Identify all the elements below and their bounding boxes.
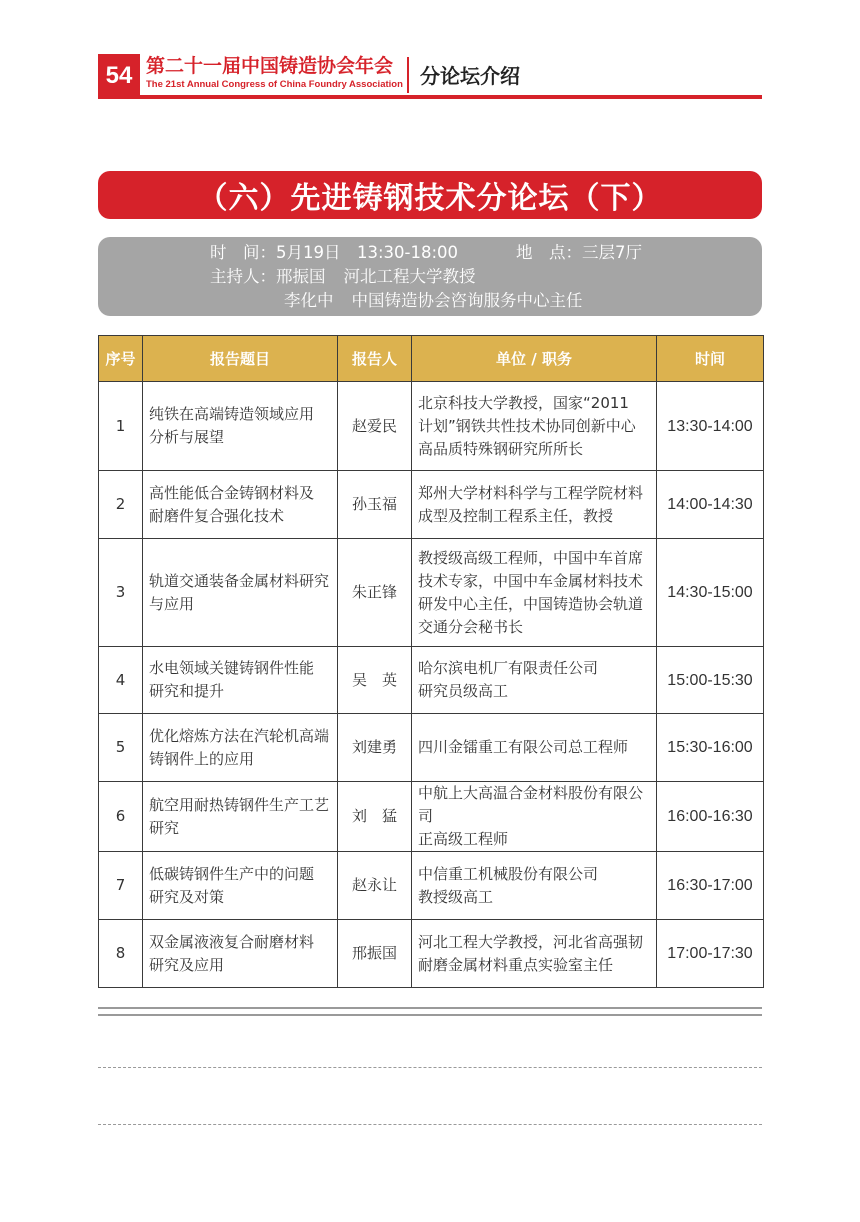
row-no: 7 [99, 852, 143, 920]
location-value: 三层7厅 [582, 243, 642, 262]
row-no: 4 [99, 647, 143, 714]
title-line: 低碳铸钢件生产中的问题 [149, 864, 315, 883]
time-value: 5月19日 13:30-18:00 [276, 243, 459, 262]
title-line: 铸钢件上的应用 [149, 749, 255, 768]
row-unit [412, 852, 657, 920]
row-speaker: 刘 猛 [338, 782, 412, 852]
unit-line: 中信重工机械股份有限公司 [418, 864, 599, 883]
title-line: 优化熔炼方法在汽轮机高端 [149, 726, 330, 745]
row-unit [412, 920, 657, 988]
unit-line: 交通分会秘书长 [418, 617, 524, 636]
bottom-rule [98, 1007, 762, 1009]
unit-line: 研究员级高工 [418, 682, 509, 700]
row-time: 14:00-14:30 [657, 471, 764, 539]
unit-line: 哈尔滨电机厂有限责任公司 [418, 659, 599, 677]
row-time: 16:00-16:30 [657, 782, 764, 852]
row-unit [412, 714, 657, 782]
congress-title-block [146, 54, 403, 92]
title-line: 与应用 [149, 594, 195, 613]
title-line: 研究和提升 [149, 682, 225, 700]
row-no: 2 [99, 471, 143, 539]
table-row [99, 714, 764, 782]
row-no: 6 [99, 782, 143, 852]
row-unit [412, 782, 657, 852]
location-row [516, 242, 642, 264]
host-label: 主持人： [210, 267, 276, 286]
page-number: 54 [98, 54, 140, 98]
header-unit: 单位 / 职务 [412, 336, 657, 382]
row-title [143, 714, 338, 782]
row-no: 1 [99, 382, 143, 471]
table-row [99, 471, 764, 539]
row-unit [412, 647, 657, 714]
row-speaker: 刘建勇 [338, 714, 412, 782]
host-role: 中国铸造协会咨询服务中心主任 [351, 291, 583, 310]
time-label: 时 间： [210, 243, 276, 262]
row-time: 14:30-15:00 [657, 539, 764, 647]
row-no: 3 [99, 539, 143, 647]
time-row [210, 242, 458, 264]
schedule-table [98, 335, 764, 988]
header-speaker: 报告人 [338, 336, 412, 382]
unit-line: 郑州大学材料科学与工程学院材料 [418, 483, 644, 502]
unit-line: 耐磨金属材料重点实验室主任 [418, 955, 614, 974]
section-title: 分论坛介绍 [420, 64, 520, 88]
row-time: 15:00-15:30 [657, 647, 764, 714]
row-speaker: 朱正锋 [338, 539, 412, 647]
unit-line: 研发中心主任，中国铸造协会轨道 [418, 594, 644, 613]
title-line: 纯铁在高端铸造领域应用 [149, 405, 315, 423]
header-rule [98, 95, 762, 99]
unit-line: 计划”钢铁共性技术协同创新中心 [418, 416, 636, 435]
forum-info-box [98, 237, 762, 316]
unit-line: 河北工程大学教授，河北省高强韧 [418, 932, 644, 951]
row-time: 13:30-14:00 [657, 382, 764, 471]
host-role: 河北工程大学教授 [343, 267, 476, 286]
row-speaker: 赵爱民 [338, 382, 412, 471]
title-line: 耐磨件复合强化技术 [149, 506, 285, 525]
header-time: 时间 [657, 336, 764, 382]
row-no: 8 [99, 920, 143, 988]
header-no: 序号 [99, 336, 143, 382]
row-time: 17:00-17:30 [657, 920, 764, 988]
title-line: 研究及应用 [149, 955, 225, 974]
unit-line: 中航上大高温合金材料股份有限公司 [418, 784, 644, 825]
forum-title: （六）先进铸钢技术分论坛（下） [197, 181, 663, 216]
table-header-row [99, 336, 764, 382]
host-row-2 [284, 290, 583, 312]
unit-line: 正高级工程师 [418, 830, 509, 848]
row-time: 16:30-17:00 [657, 852, 764, 920]
row-title [143, 920, 338, 988]
header-title: 报告题目 [143, 336, 338, 382]
title-line: 航空用耐热铸钢件生产工艺 [149, 795, 330, 814]
host-name: 李化中 [284, 291, 334, 310]
row-title [143, 782, 338, 852]
title-line: 轨道交通装备金属材料研究 [149, 571, 330, 590]
unit-line: 高品质特殊钢研究所所长 [418, 439, 584, 458]
unit-line: 北京科技大学教授，国家“2011 [418, 393, 629, 412]
row-speaker: 赵永让 [338, 852, 412, 920]
row-time: 15:30-16:00 [657, 714, 764, 782]
title-line: 高性能低合金铸钢材料及 [149, 483, 315, 502]
row-unit [412, 382, 657, 471]
row-title [143, 539, 338, 647]
table-row [99, 782, 764, 852]
title-line: 研究 [149, 818, 180, 837]
unit-line: 四川金镭重工有限公司总工程师 [418, 738, 629, 756]
row-unit [412, 471, 657, 539]
table-row [99, 382, 764, 471]
host-name: 邢振国 [276, 267, 326, 286]
dotted-rule [98, 1067, 762, 1068]
title-line: 双金属液液复合耐磨材料 [149, 932, 315, 951]
row-speaker: 孙玉福 [338, 471, 412, 539]
title-line: 水电领域关键铸钢件性能 [149, 659, 315, 677]
congress-title-en: The 21st Annual Congress of China Foundry Association [146, 79, 403, 90]
congress-title-cn: 第二十一届中国铸造协会年会 [146, 55, 394, 77]
dotted-rule [98, 1124, 762, 1125]
row-title [143, 647, 338, 714]
location-label: 地 点： [516, 243, 582, 262]
table-row [99, 539, 764, 647]
bottom-rule [98, 1014, 762, 1016]
row-unit [412, 539, 657, 647]
row-speaker: 邢振国 [338, 920, 412, 988]
header-divider [407, 57, 409, 93]
row-title [143, 852, 338, 920]
unit-line: 教授级高工 [418, 887, 494, 906]
row-title [143, 471, 338, 539]
host-row-1 [210, 266, 476, 288]
row-no: 5 [99, 714, 143, 782]
table-row [99, 852, 764, 920]
unit-line: 技术专家，中国中车金属材料技术 [418, 571, 644, 590]
table-row [99, 647, 764, 714]
title-line: 分析与展望 [149, 428, 225, 446]
row-title [143, 382, 338, 471]
row-speaker: 吴 英 [338, 647, 412, 714]
unit-line: 教授级高级工程师，中国中车首席 [418, 548, 644, 567]
forum-title-banner [98, 171, 762, 219]
unit-line: 成型及控制工程系主任，教授 [418, 506, 614, 525]
title-line: 研究及对策 [149, 887, 225, 906]
table-row [99, 920, 764, 988]
